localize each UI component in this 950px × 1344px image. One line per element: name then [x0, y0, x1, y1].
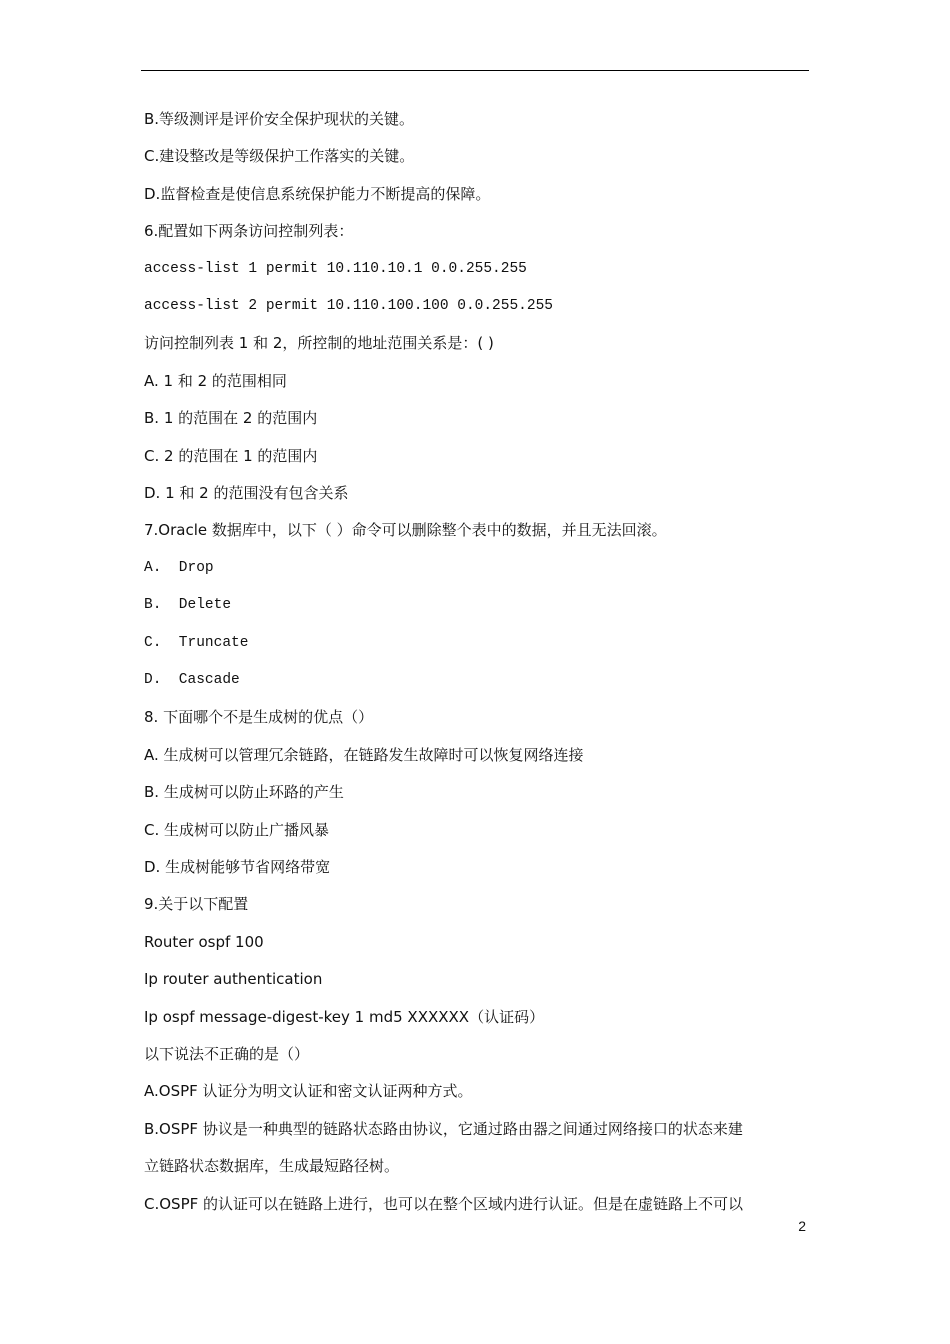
text-line: 以下说法不正确的是（）: [144, 1045, 310, 1063]
text-line: A. Drop: [144, 559, 214, 576]
text-line: C.建设整改是等级保护工作落实的关键。: [144, 147, 415, 166]
text-line: Ip router authentication: [144, 970, 323, 989]
text-line: Ip ospf message-digest-key 1 md5 XXXXXX（认证码）: [144, 1007, 545, 1026]
text-line: 访问控制列表 1 和 2，所控制的地址范围关系是：( ): [144, 334, 494, 353]
text-line: A. 1 和 2 的范围相同: [144, 371, 287, 390]
text-line: access-list 1 permit 10.110.10.1 0.0.255.255: [144, 260, 527, 277]
text-line: B. 生成树可以防止环路的产生: [144, 783, 344, 802]
text-line: B. 1 的范围在 2 的范围内: [144, 409, 318, 428]
text-line: C. Truncate: [144, 634, 249, 651]
text-line: D.监督检查是使信息系统保护能力不断提高的保障。: [144, 184, 491, 203]
text-line: A. 生成树可以管理冗余链路，在链路发生故障时可以恢复网络连接: [144, 745, 584, 764]
text-line: D. 1 和 2 的范围没有包含关系: [144, 484, 349, 502]
text-line: D. Cascade: [144, 672, 240, 688]
text-line: 立链路状态数据库，生成最短路径树。: [144, 1157, 400, 1176]
text-line: D. 生成树能够节省网络带宽: [144, 858, 331, 876]
text-line: access-list 2 permit 10.110.100.100 0.0.255.255: [144, 298, 553, 314]
text-line: Router ospf 100: [144, 932, 264, 951]
header-rule: [141, 70, 809, 71]
text-line: A.OSPF 认证分为明文认证和密文认证两种方式。: [144, 1082, 473, 1101]
text-line: 6.配置如下两条访问控制列表：: [144, 222, 354, 241]
text-line: B.OSPF 协议是一种典型的链路状态路由协议，它通过路由器之间通过网络接口的状态来建: [144, 1119, 743, 1138]
page-number: 2: [798, 1218, 806, 1234]
text-line: 9.关于以下配置: [144, 895, 249, 914]
text-line: C. 生成树可以防止广播风暴: [144, 820, 330, 839]
text-line: B. Delete: [144, 597, 232, 614]
text-line: C.OSPF 的认证可以在链路上进行，也可以在整个区域内进行认证。但是在虚链路上不可以: [144, 1194, 744, 1213]
text-line: 7.Oracle 数据库中，以下（ ）命令可以删除整个表中的数据，并且无法回滚。: [144, 521, 667, 540]
text-line: B.等级测评是评价安全保护现状的关键。: [144, 110, 415, 128]
text-line: 8. 下面哪个不是生成树的优点（）: [144, 708, 374, 727]
text-line: C. 2 的范围在 1 的范围内: [144, 446, 318, 465]
